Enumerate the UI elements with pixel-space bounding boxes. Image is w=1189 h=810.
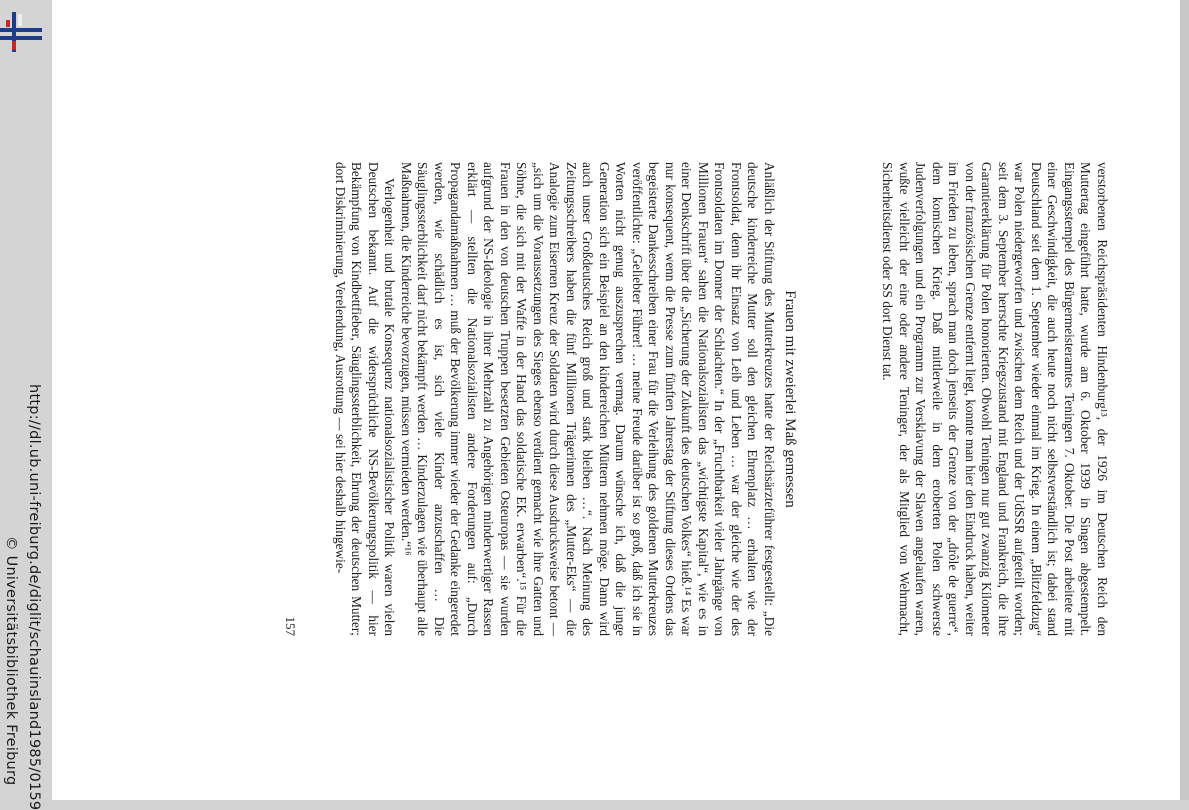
watermark-sidebar bbox=[0, 0, 52, 810]
watermark-url: http://dl.ub.uni-freiburg.de/diglit/schauinsland1985/0159 bbox=[26, 384, 42, 810]
viewer-scrollbar[interactable] bbox=[1180, 0, 1189, 800]
watermark-copyright: © Universitätsbibliothek Freiburg bbox=[3, 536, 19, 786]
main-paragraph-1: Anläßlich der Stiftung des Mutterkreuzes hatte der Reichsärzteführer festgestellt: „Die deutsche kinderreiche Mutter soll den gleichen Ehrenplatz … erhalten wie der Frontsoldat, denn ihr Einsatz von Leib und Leben … war der gleiche wie der des Frontsoldaten im Donner der Schlachten.“ In der „Fruchtbarkeit vieler Jahrgänge von Millionen Frauen“ sahen die Nationalsozialisten das „wichtigste Kapital“, wie es in einer Denkschrift über die „Sicherung der Zukunft des deutschen Volkes“ hieß.¹⁴ Es war nur konsequent, wenn die Presse zum fünften Jahrestag der Stiftung dieses Ordens das begeisterte Dankesschreiben einer Frau für die Verleihung des goldenen Mutterkreuzes veröffentlichte: „Geliebter Führer! … meine Freude darüber ist so groß, daß ich sie in Worten nicht genug auszusprechen vermag. Darum wünsche ich, daß die junge Generation sich ein Beispiel an den kinderreichen Müttern nehmen möge. Dann wird auch unser Großdeutsches Reich groß und stark bleiben …“. Nach Meinung des Zeitungsschreibers haben die fünf Millionen Trägerinnen des „Mutter-Eks“ — die Analogie zum Eisernen Kreuz der Soldaten wird durch diese Ausdrucksweise betont — „sich um die Voraussetzungen des Sieges ebenso verdient gemacht wie ihre Gatten und Söhne, die sich mit der Waffe in der Hand das soldatische EK. erwarben“.¹⁵ Für die Frauen in den von deutschen Truppen besetzten Gebieten Osteuropas — sie wurden aufgrund der NS-Ideologie in ihrer Mehrzahl zu Angehörigen minderwertiger Rassen erklärt — stellten die Nationalsozialisten andere Forderungen auf: „Durch Propagandamaßnahmen … muß der Bevölkerung immer wieder der Gedanke eingeredet werden, wie schädlich es ist, sich viele Kinder anzuschaffen … Die Säuglingssterblichkeit darf nicht bekämpft werden … Kinderzulagen wie überhaupt alle Maßnahmen, die Kinderreiche bevorzugen, müssen vermieden werden.“¹⁶ bbox=[399, 162, 777, 636]
section-heading: Frauen mit zweierlei Maß gemessen bbox=[782, 290, 798, 508]
intro-paragraph: verstorbenen Reichspräsidenten Hindenburg¹³, der 1926 im Deutschen Reich den Muttertag eingeführt hatte, wurde am 6. Oktober 1939 in Singen abgestempelt. Eingangsstempel des Bürgermeisteramtes Teningen 7. Oktober. Die Post arbeitete mit einer Geschwindigkeit, die auch heute noch nicht selbstverständlich ist; dabei stand Deutschland seit dem 1. September wieder einmal im Krieg. In einem „Blitzfeldzug“ war Polen niedergeworfen und zwischen dem Reich und der UdSSR aufgeteilt worden; seit dem 3. September herrschte Kriegszustand mit England und Frankreich, die ihre Garantieerklärung für Polen honorierten. Obwohl Teningen nur gut zwanzig Kilometer von der französischen Grenze entfernt liegt, konnte man hier den Eindruck haben, weiter im Frieden zu leben, sprach man doch jenseits der Grenze von der „drôle de guerre“, dem komischen Krieg. Daß mittlerweile in dem eroberten Polen schwerste Judenverfolgungen und ein Programm zur Versklavung der Slawen angelaufen waren, wußte vielleicht der eine oder andere Teninger, der als Mitglied von Wehrmacht, Sicherheitsdienst oder SS dort Dienst tat. bbox=[880, 162, 1110, 636]
document-page bbox=[52, 0, 1180, 800]
intro-text-block bbox=[879, 162, 1110, 636]
page-number: 157 bbox=[283, 616, 298, 636]
main-paragraph-2: Verlogenheit und brutale Konsequenz nationalsozialistischer Politik waren vielen Deutschen bekannt. Auf die widersprüchliche NS-Bevölkerungspolitik — hier Bekämpfung von Kindbettfieber, Säuglingssterblichkeit, Ehrung der deutschen Mutter; dort Diskriminierung, Verelendung, Ausrottung — sei hier deshalb hingewie- bbox=[333, 162, 398, 636]
main-text-block bbox=[332, 162, 778, 636]
rotated-page-content bbox=[52, 0, 1180, 800]
